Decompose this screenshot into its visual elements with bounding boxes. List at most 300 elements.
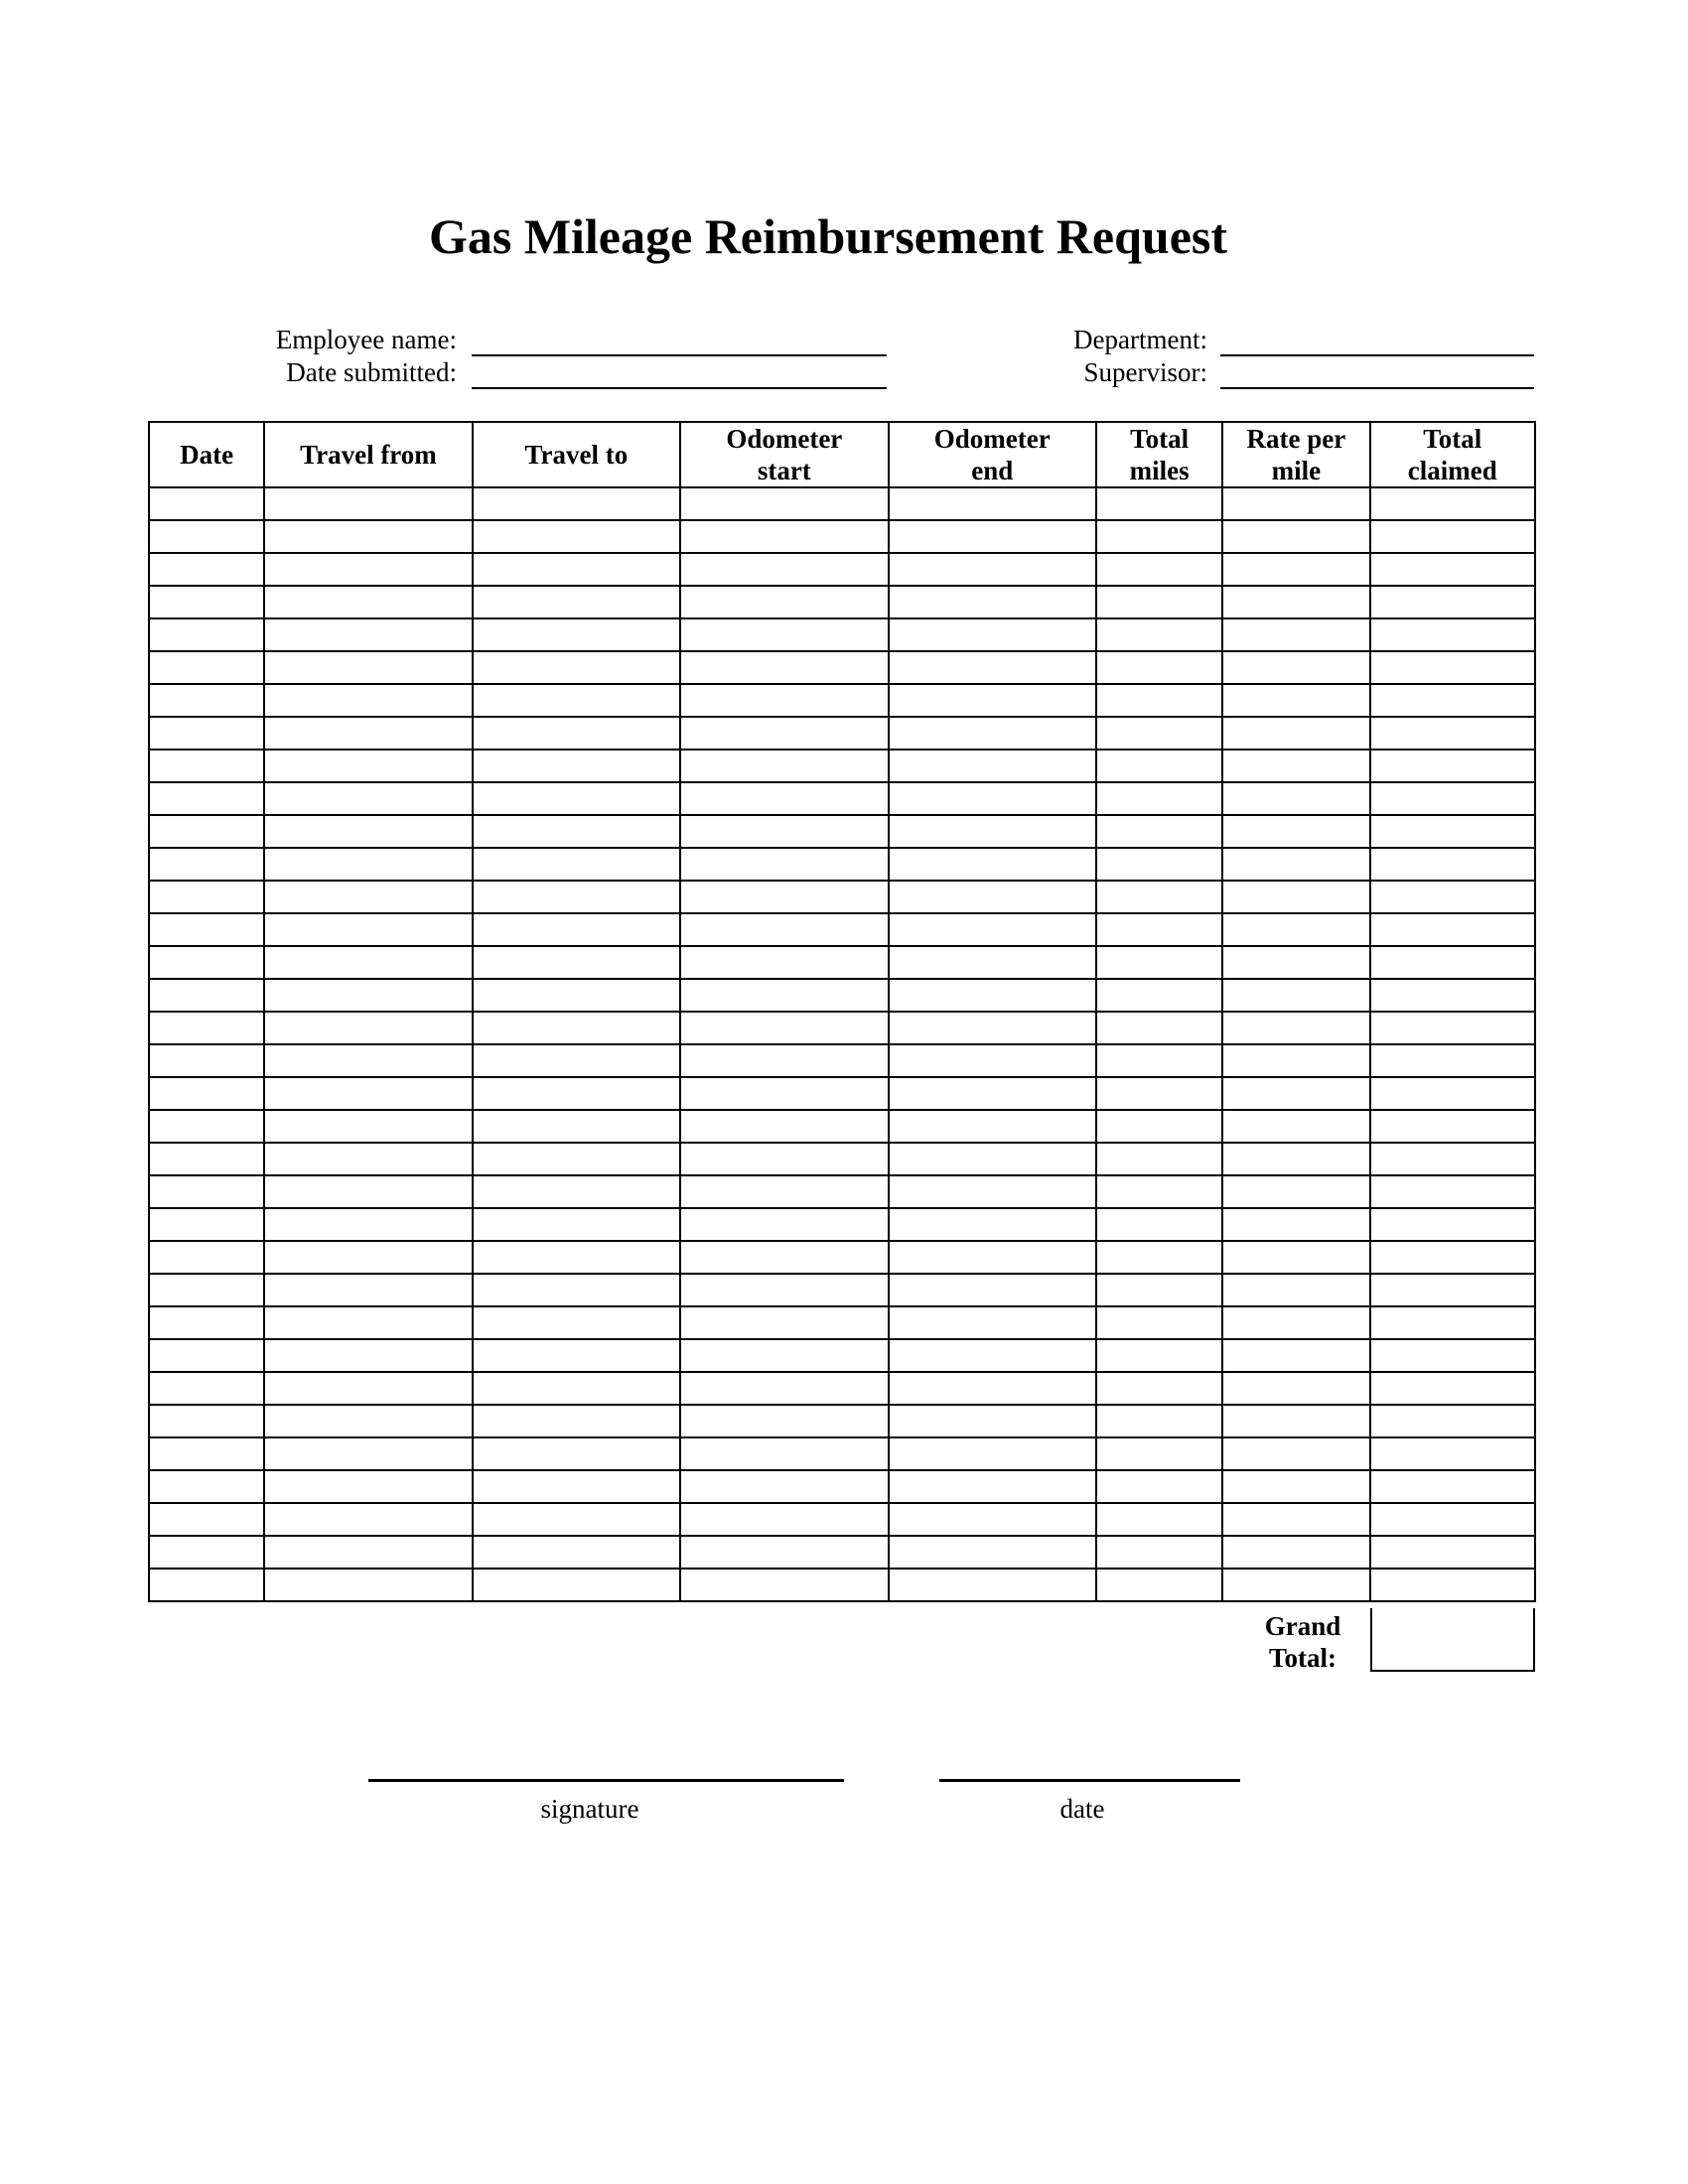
table-cell[interactable] (680, 1208, 888, 1241)
table-row (149, 1077, 1535, 1110)
table-cell[interactable] (889, 1339, 1096, 1372)
table-cell[interactable] (1370, 520, 1535, 553)
table-cell[interactable] (149, 750, 264, 782)
table-cell[interactable] (473, 913, 680, 946)
table-cell[interactable] (473, 1437, 680, 1470)
table-cell[interactable] (1370, 1175, 1535, 1208)
table-cell[interactable] (889, 815, 1096, 848)
table-cell[interactable] (680, 1437, 888, 1470)
table-cell[interactable] (889, 1110, 1096, 1143)
table-cell[interactable] (264, 848, 472, 881)
table-cell[interactable] (1222, 979, 1369, 1012)
table-cell[interactable] (149, 1012, 264, 1044)
date-submitted-field[interactable] (472, 387, 887, 389)
table-row (149, 1569, 1535, 1601)
table-cell[interactable] (1096, 1569, 1222, 1601)
grand-total-field[interactable] (1370, 1608, 1535, 1672)
table-cell[interactable] (1222, 618, 1369, 651)
table-cell[interactable] (264, 520, 472, 553)
table-cell[interactable] (149, 1470, 264, 1503)
table-cell[interactable] (149, 1175, 264, 1208)
table-cell[interactable] (264, 782, 472, 815)
table-cell[interactable] (680, 1077, 888, 1110)
table-cell[interactable] (473, 487, 680, 520)
table-row (149, 1306, 1535, 1339)
table-cell[interactable] (1222, 717, 1369, 750)
table-cell[interactable] (1096, 717, 1222, 750)
table-row (149, 1536, 1535, 1569)
column-header-total-miles: Total miles (1096, 422, 1222, 487)
table-cell[interactable] (473, 717, 680, 750)
table-cell[interactable] (1096, 815, 1222, 848)
table-row (149, 520, 1535, 553)
table-cell[interactable] (264, 1306, 472, 1339)
table-cell[interactable] (149, 848, 264, 881)
table-cell[interactable] (473, 1175, 680, 1208)
table-cell[interactable] (149, 1503, 264, 1536)
table-cell[interactable] (680, 1339, 888, 1372)
table-cell[interactable] (473, 1405, 680, 1437)
table-cell[interactable] (149, 1077, 264, 1110)
table-cell[interactable] (149, 1274, 264, 1306)
table-cell[interactable] (1222, 684, 1369, 717)
table-cell[interactable] (1096, 1306, 1222, 1339)
table-cell[interactable] (1096, 1110, 1222, 1143)
table-cell[interactable] (1222, 1372, 1369, 1405)
table-cell[interactable] (1096, 618, 1222, 651)
table-cell[interactable] (1222, 487, 1369, 520)
table-cell[interactable] (680, 881, 888, 913)
table-cell[interactable] (1096, 553, 1222, 586)
table-cell[interactable] (1096, 684, 1222, 717)
table-cell[interactable] (1370, 1143, 1535, 1175)
table-cell[interactable] (1096, 1208, 1222, 1241)
table-cell[interactable] (1222, 1274, 1369, 1306)
table-cell[interactable] (473, 586, 680, 618)
table-cell[interactable] (1222, 1208, 1369, 1241)
table-cell[interactable] (264, 1470, 472, 1503)
table-cell[interactable] (889, 1274, 1096, 1306)
table-row (149, 881, 1535, 913)
table-row (149, 684, 1535, 717)
table-cell[interactable] (1096, 1405, 1222, 1437)
table-cell[interactable] (1096, 946, 1222, 979)
table-cell[interactable] (264, 1044, 472, 1077)
table-cell[interactable] (1222, 1044, 1369, 1077)
table-cell[interactable] (889, 782, 1096, 815)
table-cell[interactable] (1370, 1437, 1535, 1470)
table-cell[interactable] (1222, 1339, 1369, 1372)
table-cell[interactable] (1096, 1536, 1222, 1569)
table-cell[interactable] (1222, 913, 1369, 946)
table-cell[interactable] (149, 1241, 264, 1274)
signature-line[interactable] (368, 1779, 844, 1782)
table-cell[interactable] (264, 651, 472, 684)
table-cell[interactable] (889, 913, 1096, 946)
table-row (149, 1241, 1535, 1274)
table-cell[interactable] (149, 1437, 264, 1470)
table-cell[interactable] (1370, 1569, 1535, 1601)
table-cell[interactable] (1370, 1470, 1535, 1503)
table-cell[interactable] (264, 1536, 472, 1569)
table-cell[interactable] (680, 1012, 888, 1044)
table-cell[interactable] (1096, 1470, 1222, 1503)
table-cell[interactable] (473, 1208, 680, 1241)
table-cell[interactable] (680, 1405, 888, 1437)
table-cell[interactable] (473, 1143, 680, 1175)
table-cell[interactable] (680, 1143, 888, 1175)
table-row (149, 717, 1535, 750)
table-row (149, 913, 1535, 946)
table-cell[interactable] (1222, 848, 1369, 881)
table-cell[interactable] (889, 651, 1096, 684)
table-cell[interactable] (1222, 1503, 1369, 1536)
table-cell[interactable] (1370, 979, 1535, 1012)
table-cell[interactable] (680, 979, 888, 1012)
table-cell[interactable] (1222, 520, 1369, 553)
table-cell[interactable] (473, 1274, 680, 1306)
table-row (149, 1405, 1535, 1437)
table-cell[interactable] (1222, 1143, 1369, 1175)
table-cell[interactable] (264, 1143, 472, 1175)
table-cell[interactable] (264, 684, 472, 717)
table-cell[interactable] (680, 651, 888, 684)
table-cell[interactable] (680, 1274, 888, 1306)
table-cell[interactable] (264, 586, 472, 618)
table-cell[interactable] (149, 1569, 264, 1601)
table-cell[interactable] (680, 1569, 888, 1601)
table-cell[interactable] (473, 1536, 680, 1569)
table-cell[interactable] (1096, 1241, 1222, 1274)
table-cell[interactable] (473, 979, 680, 1012)
table-cell[interactable] (680, 946, 888, 979)
table-cell[interactable] (473, 651, 680, 684)
table-cell[interactable] (889, 1503, 1096, 1536)
table-row (149, 618, 1535, 651)
table-cell[interactable] (473, 1012, 680, 1044)
table-cell[interactable] (1370, 1274, 1535, 1306)
table-cell[interactable] (680, 618, 888, 651)
table-cell[interactable] (1096, 913, 1222, 946)
table-cell[interactable] (889, 946, 1096, 979)
table-cell[interactable] (889, 1437, 1096, 1470)
table-row (149, 651, 1535, 684)
table-cell[interactable] (1096, 881, 1222, 913)
table-cell[interactable] (1222, 1012, 1369, 1044)
table-cell[interactable] (149, 1339, 264, 1372)
table-cell[interactable] (264, 1405, 472, 1437)
table-cell[interactable] (264, 1175, 472, 1208)
table-cell[interactable] (473, 1470, 680, 1503)
table-cell[interactable] (680, 1372, 888, 1405)
table-cell[interactable] (889, 1569, 1096, 1601)
table-cell[interactable] (264, 750, 472, 782)
table-cell[interactable] (149, 881, 264, 913)
table-cell[interactable] (264, 1274, 472, 1306)
table-cell[interactable] (1096, 1044, 1222, 1077)
table-cell[interactable] (1370, 1503, 1535, 1536)
table-cell[interactable] (149, 487, 264, 520)
table-cell[interactable] (680, 1175, 888, 1208)
table-cell[interactable] (473, 1372, 680, 1405)
table-cell[interactable] (1096, 1012, 1222, 1044)
table-cell[interactable] (889, 1208, 1096, 1241)
table-cell[interactable] (473, 1241, 680, 1274)
table-cell[interactable] (1370, 946, 1535, 979)
table-cell[interactable] (889, 1470, 1096, 1503)
table-cell[interactable] (680, 684, 888, 717)
table-cell[interactable] (149, 913, 264, 946)
employee-name-field[interactable] (472, 354, 887, 356)
table-cell[interactable] (1370, 717, 1535, 750)
table-cell[interactable] (264, 1503, 472, 1536)
department-field[interactable] (1220, 354, 1534, 356)
table-cell[interactable] (473, 1044, 680, 1077)
table-cell[interactable] (889, 1372, 1096, 1405)
table-cell[interactable] (149, 1110, 264, 1143)
table-cell[interactable] (680, 815, 888, 848)
table-cell[interactable] (1370, 1372, 1535, 1405)
table-cell[interactable] (1096, 1372, 1222, 1405)
table-cell[interactable] (889, 520, 1096, 553)
table-cell[interactable] (1370, 586, 1535, 618)
table-header-row (149, 422, 1535, 487)
table-cell[interactable] (889, 1077, 1096, 1110)
table-cell[interactable] (1370, 1208, 1535, 1241)
table-cell[interactable] (680, 520, 888, 553)
table-cell[interactable] (1370, 684, 1535, 717)
table-cell[interactable] (1222, 750, 1369, 782)
table-cell[interactable] (149, 1044, 264, 1077)
table-cell[interactable] (264, 1339, 472, 1372)
table-cell[interactable] (473, 782, 680, 815)
table-cell[interactable] (889, 487, 1096, 520)
table-cell[interactable] (1222, 1569, 1369, 1601)
table-cell[interactable] (149, 684, 264, 717)
table-cell[interactable] (264, 1077, 472, 1110)
table-cell[interactable] (264, 1012, 472, 1044)
table-cell[interactable] (1222, 1536, 1369, 1569)
table-cell[interactable] (149, 553, 264, 586)
table-cell[interactable] (889, 1536, 1096, 1569)
table-cell[interactable] (889, 1175, 1096, 1208)
table-cell[interactable] (264, 1110, 472, 1143)
table-cell[interactable] (680, 848, 888, 881)
table-cell[interactable] (149, 1208, 264, 1241)
table-cell[interactable] (680, 553, 888, 586)
table-cell[interactable] (680, 1470, 888, 1503)
table-cell[interactable] (149, 586, 264, 618)
table-cell[interactable] (1222, 1470, 1369, 1503)
table-cell[interactable] (149, 520, 264, 553)
table-cell[interactable] (264, 946, 472, 979)
table-cell[interactable] (1222, 651, 1369, 684)
table-cell[interactable] (264, 913, 472, 946)
table-cell[interactable] (149, 651, 264, 684)
table-cell[interactable] (889, 1143, 1096, 1175)
table-cell[interactable] (149, 1143, 264, 1175)
table-cell[interactable] (1370, 487, 1535, 520)
table-cell[interactable] (149, 717, 264, 750)
table-cell[interactable] (680, 1536, 888, 1569)
table-cell[interactable] (1096, 750, 1222, 782)
table-cell[interactable] (1222, 1241, 1369, 1274)
table-cell[interactable] (1370, 1012, 1535, 1044)
table-cell[interactable] (264, 1437, 472, 1470)
table-cell[interactable] (680, 717, 888, 750)
table-cell[interactable] (1222, 1306, 1369, 1339)
table-cell[interactable] (680, 1306, 888, 1339)
table-cell[interactable] (889, 684, 1096, 717)
table-cell[interactable] (1370, 1339, 1535, 1372)
table-cell[interactable] (1370, 1241, 1535, 1274)
table-cell[interactable] (1370, 782, 1535, 815)
table-cell[interactable] (1096, 520, 1222, 553)
table-cell[interactable] (1370, 913, 1535, 946)
table-cell[interactable] (473, 1306, 680, 1339)
table-cell[interactable] (680, 1110, 888, 1143)
table-cell[interactable] (1370, 848, 1535, 881)
table-cell[interactable] (473, 750, 680, 782)
table-cell[interactable] (1222, 553, 1369, 586)
table-cell[interactable] (264, 979, 472, 1012)
table-cell[interactable] (889, 717, 1096, 750)
table-cell[interactable] (680, 782, 888, 815)
table-cell[interactable] (1370, 1306, 1535, 1339)
table-cell[interactable] (1370, 815, 1535, 848)
table-cell[interactable] (1222, 881, 1369, 913)
table-cell[interactable] (1370, 618, 1535, 651)
table-cell[interactable] (680, 586, 888, 618)
table-cell[interactable] (680, 1044, 888, 1077)
table-cell[interactable] (473, 881, 680, 913)
table-cell[interactable] (1096, 979, 1222, 1012)
table-cell[interactable] (473, 815, 680, 848)
table-cell[interactable] (149, 946, 264, 979)
table-cell[interactable] (149, 782, 264, 815)
table-cell[interactable] (264, 1241, 472, 1274)
table-cell[interactable] (1370, 1044, 1535, 1077)
table-cell[interactable] (680, 750, 888, 782)
table-cell[interactable] (889, 848, 1096, 881)
table-cell[interactable] (149, 815, 264, 848)
table-cell[interactable] (889, 1241, 1096, 1274)
table-cell[interactable] (473, 553, 680, 586)
table-cell[interactable] (889, 553, 1096, 586)
table-cell[interactable] (1370, 1077, 1535, 1110)
table-cell[interactable] (473, 684, 680, 717)
table-cell[interactable] (680, 913, 888, 946)
table-cell[interactable] (1222, 815, 1369, 848)
table-cell[interactable] (889, 881, 1096, 913)
table-cell[interactable] (1096, 487, 1222, 520)
table-cell[interactable] (1096, 1274, 1222, 1306)
table-cell[interactable] (473, 848, 680, 881)
supervisor-field[interactable] (1220, 387, 1534, 389)
table-cell[interactable] (473, 1077, 680, 1110)
table-cell[interactable] (1096, 1437, 1222, 1470)
table-cell[interactable] (1370, 1536, 1535, 1569)
table-cell[interactable] (1222, 1405, 1369, 1437)
table-cell[interactable] (1370, 651, 1535, 684)
table-cell[interactable] (1222, 1110, 1369, 1143)
table-cell[interactable] (1096, 848, 1222, 881)
table-cell[interactable] (680, 487, 888, 520)
table-cell[interactable] (1222, 946, 1369, 979)
table-cell[interactable] (1096, 586, 1222, 618)
table-cell[interactable] (264, 618, 472, 651)
table-cell[interactable] (1096, 1503, 1222, 1536)
table-cell[interactable] (473, 1569, 680, 1601)
date-line[interactable] (939, 1779, 1240, 1782)
table-cell[interactable] (889, 618, 1096, 651)
table-cell[interactable] (680, 1503, 888, 1536)
table-cell[interactable] (1370, 553, 1535, 586)
table-cell[interactable] (1222, 1077, 1369, 1110)
table-cell[interactable] (1222, 1175, 1369, 1208)
table-cell[interactable] (264, 487, 472, 520)
table-cell[interactable] (149, 618, 264, 651)
table-cell[interactable] (473, 520, 680, 553)
table-cell[interactable] (264, 815, 472, 848)
table-cell[interactable] (1096, 1143, 1222, 1175)
table-cell[interactable] (1370, 881, 1535, 913)
table-cell[interactable] (889, 1044, 1096, 1077)
table-row (149, 1470, 1535, 1503)
table-row (149, 848, 1535, 881)
table-cell[interactable] (264, 1372, 472, 1405)
table-cell[interactable] (473, 1339, 680, 1372)
table-cell[interactable] (889, 979, 1096, 1012)
table-cell[interactable] (264, 1208, 472, 1241)
table-row (149, 782, 1535, 815)
table-cell[interactable] (264, 717, 472, 750)
table-cell[interactable] (264, 881, 472, 913)
table-cell[interactable] (889, 1405, 1096, 1437)
table-cell[interactable] (473, 618, 680, 651)
table-cell[interactable] (889, 1012, 1096, 1044)
table-cell[interactable] (473, 1503, 680, 1536)
column-header-odometer-start: Odometer start (680, 422, 888, 487)
table-cell[interactable] (264, 553, 472, 586)
table-cell[interactable] (473, 946, 680, 979)
table-cell[interactable] (149, 1536, 264, 1569)
table-cell[interactable] (889, 1306, 1096, 1339)
table-cell[interactable] (889, 750, 1096, 782)
table-cell[interactable] (149, 1306, 264, 1339)
table-cell[interactable] (1096, 1175, 1222, 1208)
table-cell[interactable] (1096, 1077, 1222, 1110)
table-cell[interactable] (1096, 651, 1222, 684)
table-cell[interactable] (1222, 1437, 1369, 1470)
table-cell[interactable] (1370, 750, 1535, 782)
table-cell[interactable] (1222, 782, 1369, 815)
table-cell[interactable] (149, 979, 264, 1012)
table-cell[interactable] (149, 1405, 264, 1437)
table-cell[interactable] (1096, 1339, 1222, 1372)
table-cell[interactable] (264, 1569, 472, 1601)
table-cell[interactable] (1370, 1405, 1535, 1437)
table-cell[interactable] (1222, 586, 1369, 618)
table-cell[interactable] (149, 1372, 264, 1405)
table-cell[interactable] (1370, 1110, 1535, 1143)
table-cell[interactable] (680, 1241, 888, 1274)
table-cell[interactable] (889, 586, 1096, 618)
table-body (149, 487, 1535, 1601)
table-cell[interactable] (1096, 782, 1222, 815)
table-row (149, 1503, 1535, 1536)
table-cell[interactable] (473, 1110, 680, 1143)
